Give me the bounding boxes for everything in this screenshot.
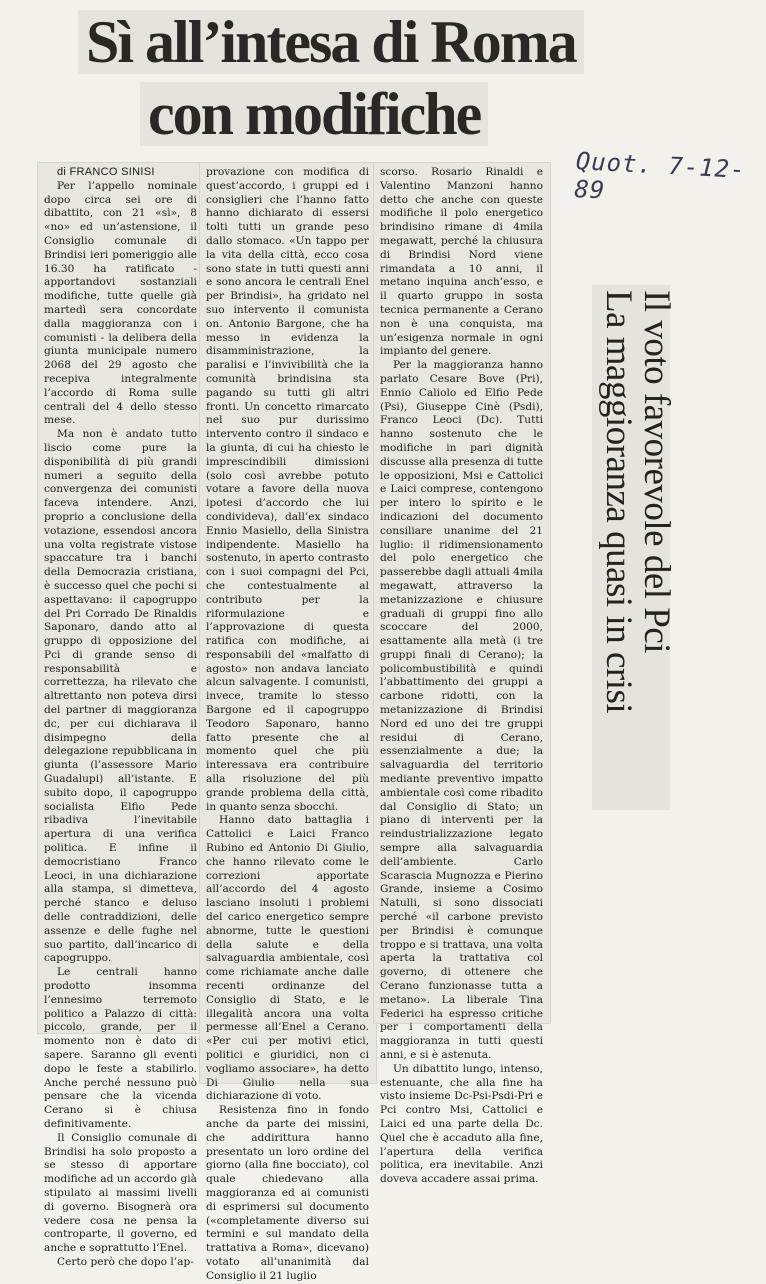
article-column-3 — [380, 166, 543, 1186]
paragraph: scorso. Rosario Rinaldi e Valentino Manzoni hanno detto che anche con queste modifiche il polo energetico brindisino rimane di 4mila megawatt, perché la chiusura di Brindisi Nord viene rimandata a 10 anni, il metano inquina anch’esso, e il quarto gruppo in sosta tecnica permanente a Cerano non è una conquista, ma un’esigenza normale in ogni impianto del genere. — [380, 166, 543, 358]
handwritten-date-note: Quot. 7-12-89 — [573, 147, 747, 205]
paragraph: provazione con modifica di quest’accordo, i gruppi ed i consiglieri che l’hanno fatto hanno dichiarato di essersi tolti tutti un grande peso dallo stomaco. «Un tappo per la vita della città, ecco cosa sono state in tutti questi anni e sono ancora le centrali Enel per Brindisi», ha gridato nel suo intervento il comunista on. Antonio Bargone, che ha messo in evidenza la disamministrazione, la paralisi e l’invivibilità che la comunità brindisina sta pagando su tutti gli altri fronti. Un concetto rimarcato nel suo pur durissimo intervento contro il sindaco e la giunta, di cui ha chiesto le imprescindibili dimissioni (solo così avrebbe potuto votare a favore della nuova ipotesi d’accordo che lui condivideva), dall’ex sindaco Ennio Masiello, della Sinistra indipendente. Masiello ha sostenuto, in aperto contrasto con i suoi compagni del Pci, che contestualmente al contributo per la riformulazione e l’approvazione di questa ratifica con modifiche, ai responsabili del «malfatto di agosto» non andava lanciato alcun salvagente. I comunisti, invece, tramite lo stesso Bargone ed il capogruppo Teodoro Saponaro, hanno fatto presente che al momento quel che più interessava era contribuire alla risoluzione del più grande problema della città, in quanto senza sbocchi. — [206, 166, 369, 813]
paragraph: Resistenza fino in fondo anche da parte dei missini, che addirittura hanno presentato un loro ordine del giorno (alla fine bocciato), col quale chiedevano alla maggioranza ed ai comunisti di esprimersi sul documento («completamente diverso sui termini e sul mandato della trattativa a Roma», dicevano) votato all’unanimità dal Consiglio il 21 luglio — [206, 1104, 369, 1282]
paragraph: Certo però che dopo l’ap- — [57, 1255, 194, 1268]
paragraph: Ma non è andato tutto liscio come pure la disponibilità di più grandi numeri a seguito della convergenza dei comunisti faceva intendere. Anzi, proprio a conclusione della votazione, essendosi ancora una volta registrate vistose spaccature tra i banchi della Democrazia cristiana, è successo quel che pochi si aspettavano: il capogruppo del Pri Corrado De Rinaldis Saponaro, dando atto al gruppo di opposizione del Pci di grande senso di responsabilità e correttezza, ha rilevato che altrettanto non poteva dirsi del partner di maggioranza dc, per cui dichiarava il disimpegno della delegazione repubblicana in giunta (l’assessore Mario Guadalupi) all’istante. E subito dopo, il capogruppo socialista Elfio Pede ribadiva l’inevitabile apertura di una verifica politica. E infine il democristiano Franco Leoci, in una dichiarazione alla stampa, si dimetteva, perché stanco e deluso delle contraddizioni, delle assenze e delle fughe nel suo partito, dall’incarico di capogruppo. — [44, 428, 197, 965]
headline-line-1: Sì all’intesa di Roma — [78, 10, 584, 74]
paragraph: Hanno dato battaglia i Cattolici e Laici Franco Rubino ed Antonio Di Giulio, che hanno rilevato come le correzioni apportate all’accordo del 4 agosto lasciano insoluti i problemi del carico energetico sempre abnorme, tutte le questioni della salute e della salvaguardia ambientale, così come richiamate anche dalle recenti ordinanze del Consiglio di Stato, e le illegalità ancora una volta permesse all’Enel a Cerano. «Per cui per motivi etici, politici e giuridici, non ci vogliamo associare», ha detto Di Giulio nella sua dichiarazione di voto. — [206, 814, 369, 1103]
paragraph: Un dibattito lungo, intenso, estenuante, che alla fine ha visto insieme Dc-Psi-Psdi-Pri e Pci contro Msi, Cattolici e Laici ed una parte della Dc. Quel che è accaduto alla fine, l’apertura della verifica politica, era inevitabile. Anzi doveva accadere assai prima. — [380, 1062, 543, 1186]
side-headline-line-2: La maggioranza quasi in crisi — [598, 290, 639, 714]
side-headline-line-1: Il voto favorevole del Pci — [636, 290, 677, 654]
paragraph: Per l’appello nominale dopo circa sei ore di dibattito, con 21 «sì», 8 «no» ed un’astensione, il Consiglio comunale di Brindisi ieri pomeriggio alle 16.30 ha ratificato - apportandovi sostanziali modifiche, tutte quelle già martedì sera concordate dalla maggioranza con i comunisti - la delibera della giunta municipale numero 2068 del 29 agosto che recepiva integralmente l’accordo di Roma sulle centrali del 4 dello stesso mese. — [44, 179, 197, 427]
article-column-2 — [206, 166, 369, 1282]
paragraph: Per la maggioranza hanno parlato Cesare Bove (Pri), Ennio Caliolo ed Elfio Pede (Psi), Giuseppe Cinè (Psdi), Franco Leoci (Dc). Tutti hanno sostenuto che le modifiche in pari dignità discusse alla presenza di tutte le opposizioni, Msi e Cattolici e Laici comprese, contengono per intero lo spirito e le indicazioni del documento consiliare unanime del 21 luglio: il ridimensionamento del polo energetico che passerebbe dagli attuali 4mila megawatt, attraverso la metanizzazione e chiusure graduali di gruppi fino allo scoccare del 2000, esattamente alla metà (i tre gruppi finali di Cerano); la policombustibilità e quindi l’abbattimento dei gruppi a carbone ridotti, con la metanizzazione di Brindisi Nord ed uno dei tre gruppi residui di Cerano, essenzialmente a due; la salvaguardia del territorio mediante preventivo impatto ambientale così come ribadito dal Consiglio di Stato; un piano di interventi per la reindustrializzazione legato sempre alla salvaguardia dell’ambiente. Carlo Scarascia Mugnozza e Pierino Grande, insieme a Cosimo Natulli, si sono dissociati perché «il carbone previsto per Brindisi è comunque troppo e si trattava, una volta aperta la trattativa col governo, di ottenere che Cerano funzionasse tutta a metano». La liberale Tina Federici ha espresso critiche per i comportamenti della maggioranza in tutti questi anni, e si è astenuta. — [380, 359, 543, 1061]
article-column-1 — [44, 166, 197, 1268]
paragraph: Il Consiglio comunale di Brindisi ha solo proposto a se stesso di apportare modifiche ad un accordo già stipulato ai massimi livelli di governo. Bisognerà ora vedere cosa ne pensa la controparte, il governo, ed anche e soprattutto l’Enel. — [44, 1131, 197, 1255]
headline-line-2: con modifiche — [140, 82, 488, 146]
paragraph: Le centrali hanno prodotto insomma l’ennesimo terremoto politico a Palazzo di città: piccolo, grande, per il momento non è dato di sapere. Saranno gli eventi dopo le feste a stabilirlo. Anche perché nessuno può pensare che la vicenda Cerano si è chiusa definitivamente. — [44, 966, 197, 1130]
byline: di FRANCO SINISI — [57, 166, 155, 178]
